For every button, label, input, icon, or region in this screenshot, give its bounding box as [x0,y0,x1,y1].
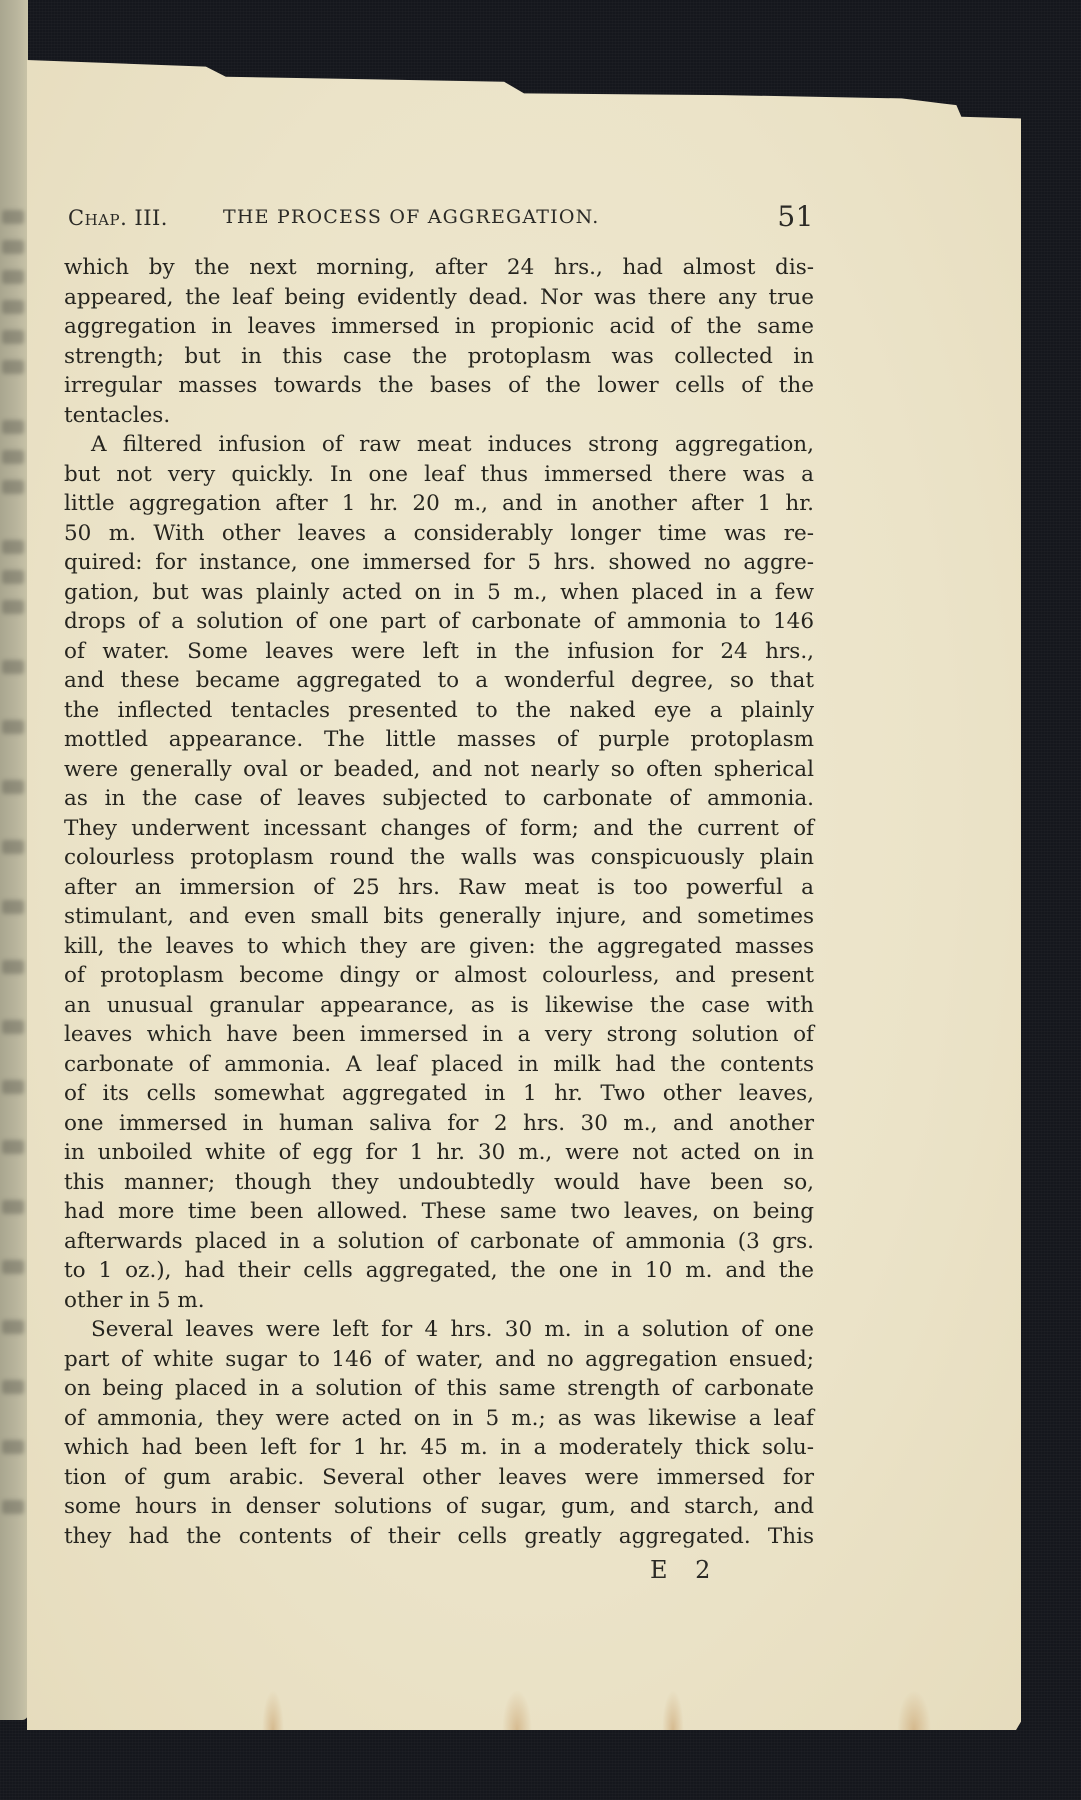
ghost-text [2,240,24,254]
ghost-text [2,210,24,224]
paragraph [64,253,814,430]
ghost-text [2,1380,24,1394]
text-line: and these became aggregated to a wonderful degree, so that [64,668,814,693]
text-line: one immersed in human saliva for 2 hrs. 30 m., and another [64,1110,814,1136]
text-line: of water. Some leaves were left in the infusion for 24 hrs., [64,638,814,664]
ghost-text [2,1020,24,1034]
text-line: 50 m. With other leaves a considerably longer time was re- [64,520,814,546]
ghost-text [2,660,24,674]
text-line: strength; but in this case the protoplasm was collected in [64,343,814,369]
text-line: this manner; though they undoubtedly would have been so, [64,1169,814,1195]
text-line: tentacles. [64,402,171,428]
text-line: tion of gum arabic. Several other leaves were immersed for [64,1464,814,1490]
running-head [68,200,814,234]
paragraph [64,1315,814,1551]
ghost-text [2,1500,24,1514]
text-line: carbonate of ammonia. A leaf placed in milk had the contents [64,1051,814,1077]
chapter-title: THE PROCESS OF AGGREGATION. [223,206,600,228]
text-line: drops of a solution of one part of carbonate of ammonia to 146 [64,609,814,634]
ghost-text [2,900,24,914]
text-line: of ammonia, they were acted on in 5 m.; as was likewise a leaf [64,1405,814,1431]
text-line: of its cells somewhat aggregated in 1 hr. Two other leaves, [64,1081,814,1106]
text-line: aggregation in leaves immersed in propionic acid of the same [64,314,814,339]
text-line: on being placed in a solution of this same strength of carbonate [64,1376,814,1401]
text-line: they had the contents of their cells greatly aggregated. This [64,1523,814,1549]
signature-mark: E 2 [650,1556,721,1584]
ghost-text [2,720,24,734]
text-line: of protoplasm become dingy or almost colourless, and present [64,963,814,988]
ghost-text [2,360,24,374]
text-line: had more time been allowed. These same two leaves, on being [64,1199,814,1224]
ghost-text [2,300,24,314]
text-line: which by the next morning, after 24 hrs., had almost dis- [64,255,814,280]
text-line: other in 5 m. [64,1287,205,1313]
ghost-text [2,1140,24,1154]
foxing-stain [897,1690,931,1730]
text-line: appeared, the leaf being evidently dead. Nor was there any true [64,284,814,310]
body-text [64,253,814,1551]
ghost-text [2,480,24,494]
ghost-text [2,840,24,854]
text-line: irregular masses towards the bases of the lower cells of the [64,373,814,398]
text-line: A filtered infusion of raw meat induces strong aggregation, [91,432,814,457]
ghost-text [2,780,24,794]
ghost-text [2,540,24,554]
text-line: stimulant, and even small bits generally injure, and sometimes [64,904,814,929]
text-line: an unusual granular appearance, as is likewise the case with [64,992,814,1018]
ghost-text [2,570,24,584]
text-line: were generally oval or beaded, and not nearly so often spherical [64,756,814,782]
ghost-text [2,1260,24,1274]
ghost-text [2,600,24,614]
text-line: colourless protoplasm round the walls was conspicuously plain [64,845,814,870]
ghost-text [2,330,24,344]
paragraph [64,430,814,1315]
ghost-text [2,1200,24,1214]
text-line: in unboiled white of egg for 1 hr. 30 m., were not acted on in [64,1140,814,1165]
ghost-text [2,450,24,464]
ghost-text [2,270,24,284]
text-line: part of white sugar to 146 of water, and no aggregation ensued; [64,1346,814,1372]
ghost-text [2,1440,24,1454]
text-line: to 1 oz.), had their cells aggregated, the one in 10 m. and the [64,1258,814,1283]
text-line: after an immersion of 25 hrs. Raw meat is too powerful a [64,874,814,900]
text-line: as in the case of leaves subjected to carbonate of ammonia. [64,786,814,811]
ghost-text [2,420,24,434]
text-line: leaves which have been immersed in a very strong solution of [64,1022,814,1047]
text-line: which had been left for 1 hr. 45 m. in a moderately thick solu- [64,1435,814,1460]
ghost-text [2,1320,24,1334]
text-line: They underwent incessant changes of form; and the current of [64,815,814,841]
page-number: 51 [777,200,814,233]
text-line: kill, the leaves to which they are given: the aggregated masses [64,933,814,959]
text-line: but not very quickly. In one leaf thus immersed there was a [64,461,814,487]
text-line: Several leaves were left for 4 hrs. 30 m. in a solution of one [91,1317,814,1342]
foxing-stain [662,1690,684,1730]
text-line: quired: for instance, one immersed for 5 hrs. showed no aggre- [64,550,814,575]
chapter-label: Chap. III. [68,206,168,230]
foxing-stain [502,1690,532,1730]
text-line: mottled appearance. The little masses of purple protoplasm [64,727,814,752]
text-line: little aggregation after 1 hr. 20 m., and in another after 1 hr. [64,491,814,516]
text-line: the inflected tentacles presented to the naked eye a plainly [64,697,814,723]
text-line: afterwards placed in a solution of carbonate of ammonia (3 grs. [64,1228,814,1254]
text-line: some hours in denser solutions of sugar, gum, and starch, and [64,1494,814,1519]
ghost-text [2,1080,24,1094]
ghost-text [2,960,24,974]
text-line: gation, but was plainly acted on in 5 m., when placed in a few [64,579,814,605]
previous-page-edge [0,0,28,1720]
foxing-stain [262,1690,284,1730]
